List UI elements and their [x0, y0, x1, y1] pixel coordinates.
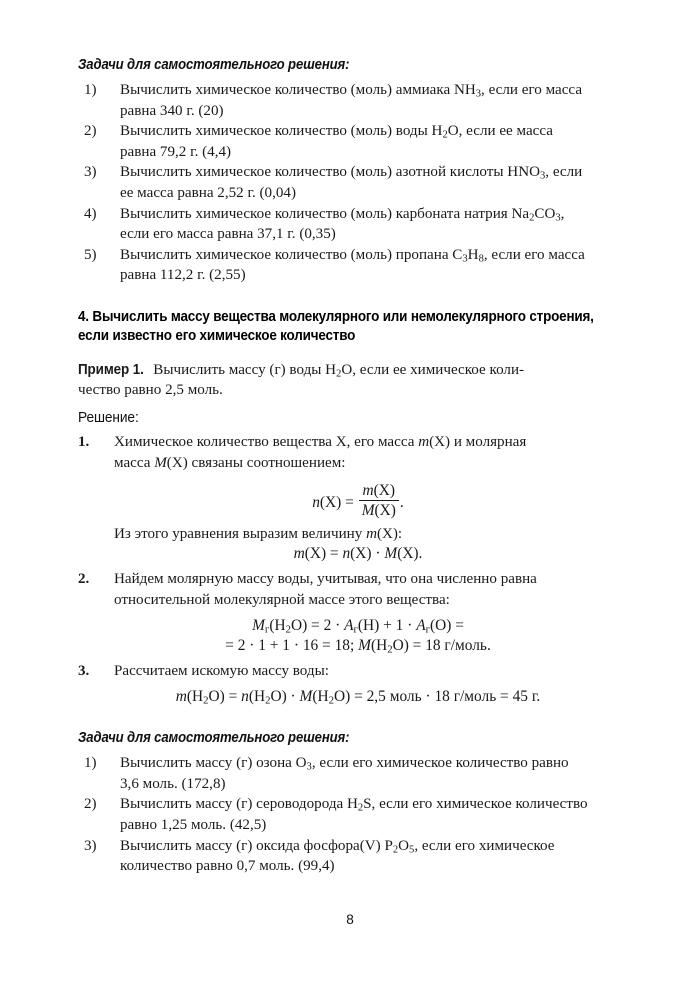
math-arg: (X)	[373, 481, 396, 499]
math-var: m	[366, 525, 377, 542]
math-arg: (X)	[374, 501, 396, 519]
list-marker: 3)	[84, 164, 97, 181]
math-var-M: M	[299, 688, 313, 706]
text-run: Вычислить массу (г) озона O	[120, 755, 307, 772]
text-run: если его масса равна 37,1 г. (0,35)	[120, 226, 336, 243]
list-item-text	[120, 123, 553, 160]
text-run: равна 340 г. (20)	[120, 102, 224, 119]
math-var-m: m	[293, 545, 305, 563]
section-4-heading-line-1: 4. Вычислить массу вещества молекулярного или немолекулярного строения,	[78, 308, 594, 325]
tasks-heading-bottom	[78, 729, 638, 747]
math-arg: (H) + 1 ·	[357, 617, 417, 635]
math-var-M: M	[384, 545, 398, 563]
step-marker: 1.	[78, 433, 90, 450]
solution-label-block	[78, 409, 638, 427]
list-marker: 3)	[84, 837, 97, 854]
formula-final-mass	[78, 687, 638, 707]
math-var-m: m	[362, 481, 374, 499]
spacer	[78, 474, 638, 482]
list-marker: 1)	[84, 82, 97, 98]
subscript-r: г	[264, 623, 270, 636]
math-var-n: n	[342, 545, 351, 563]
text-run: Вычислить массу (г) оксида фосфора(V) P	[120, 837, 393, 854]
text-run: S, если его химическое количество	[363, 796, 588, 813]
math-arg: $(H_2O) = 2,5$ моль · 18 г/моль = 45 г.	[312, 688, 541, 707]
example-label: Пример 1.	[78, 361, 144, 378]
math-period: .	[399, 493, 404, 511]
subscript-r: г	[353, 623, 358, 636]
tasks-list-bottom	[78, 753, 638, 877]
list-item-text	[120, 82, 582, 119]
list-marker: 4)	[84, 205, 97, 222]
text-run: O, если ее химическое коли-	[341, 361, 525, 378]
text-run: Вычислить массу (г) сероводорода H	[120, 796, 358, 813]
step-text: Рассчитаем искомую массу воды:	[114, 663, 329, 680]
text-run: (X) связаны соотношением:	[166, 454, 346, 471]
math-var-n: n	[312, 493, 320, 511]
subscript: 3	[555, 212, 561, 224]
subscript: 2	[529, 212, 535, 224]
text-run: , если его масса	[483, 246, 585, 263]
text-run: равна 79,2 г. (4,4)	[120, 143, 232, 160]
math-var-n: n	[241, 688, 249, 706]
math-var-M: M	[361, 501, 375, 519]
math-var-Mr: M	[252, 617, 265, 635]
subscript: 3	[475, 88, 482, 100]
list-item	[78, 162, 638, 203]
list-marker: 2)	[84, 796, 97, 813]
subscript: 3	[306, 761, 312, 773]
text-run: чество равно 2,5 моль.	[78, 382, 223, 399]
text-run: Вычислить химическое количество (моль) азотной кислоты HNO	[120, 164, 540, 181]
text-run: относительной молекулярной массе этого вещества:	[114, 592, 450, 609]
section-4-heading-line-2: если известно его химическое количество	[78, 328, 356, 345]
math-arg: (X).	[397, 545, 423, 563]
formula-m-equals-n-times-M-render	[78, 544, 638, 564]
text-run: , если	[545, 164, 583, 181]
subscript-r: г	[425, 623, 431, 636]
text-run: масса	[114, 454, 155, 471]
spacer	[78, 707, 638, 729]
list-item	[78, 204, 638, 245]
list-item-text	[120, 206, 564, 243]
math-var: m	[418, 433, 430, 450]
list-item	[78, 836, 638, 877]
list-item-text	[120, 796, 588, 833]
list-marker: 5)	[84, 246, 97, 263]
text-run: Из этого уравнения выразим величину	[114, 525, 367, 542]
solution-step	[78, 661, 638, 682]
text-run: , если его масса	[481, 82, 583, 98]
text-run: равно 1,25 моль. (42,5)	[120, 816, 267, 833]
list-item-text	[120, 755, 569, 792]
list-item-text	[120, 247, 585, 284]
text-run: , если его химическое количество равно	[311, 755, 569, 772]
math-equals: =	[345, 493, 354, 511]
spacer	[78, 286, 638, 308]
math-arg: $(H_2O)$ =	[186, 688, 242, 707]
solution-step	[78, 432, 638, 474]
subscript: 3	[462, 253, 468, 265]
text-run: 3,6 моль. (172,8)	[120, 775, 226, 792]
text-run: Найдем молярную массу воды, учитывая, что она численно равна	[114, 571, 537, 588]
text-run: H	[467, 246, 479, 263]
subscript: 2	[357, 802, 364, 814]
formula-Mr-H2O-line1	[78, 616, 638, 636]
text-run: (X):	[376, 525, 403, 542]
example-paragraph	[78, 360, 638, 401]
fraction-denominator	[359, 501, 399, 519]
subscript: 2	[392, 844, 399, 856]
math-arg: $(H_2O)$ ·	[248, 688, 300, 707]
list-item	[78, 121, 638, 162]
solution-step	[78, 569, 638, 611]
text-run: Вычислить химическое количество (моль) пропана C	[120, 246, 463, 263]
formula-Mr-H2O-line2	[78, 636, 638, 656]
list-item	[78, 794, 638, 835]
text-run: O, если ее масса	[447, 123, 553, 140]
subscript: 8	[478, 253, 484, 265]
math-arg: $(H_2O) = 18$ г/моль.	[370, 637, 491, 656]
tasks-heading-bottom-text: Задачи для самостоятельного решения:	[78, 730, 350, 747]
spacer	[78, 347, 638, 360]
page-number: 8	[346, 912, 354, 927]
tasks-list-top	[78, 80, 638, 286]
text-run: Вычислить массу (г) воды H	[149, 361, 337, 378]
subscript: 2	[442, 129, 448, 141]
text-run: количество равно 0,7 моль. (99,4)	[120, 858, 335, 875]
list-marker: 1)	[84, 755, 97, 772]
text-run: (X) и молярная	[429, 433, 527, 450]
step-text	[114, 571, 537, 608]
section-4-heading	[78, 308, 638, 347]
math-var-m: m	[175, 688, 187, 706]
list-item-text	[120, 164, 582, 201]
math-arg: (X) ·	[350, 545, 385, 563]
text-run: , если его химическое	[414, 837, 555, 854]
text-run: CO	[534, 205, 556, 222]
fraction	[359, 482, 399, 519]
subscript: 2	[336, 368, 342, 380]
spacer	[78, 401, 638, 409]
math-arg: (X) =	[304, 545, 343, 563]
text-run: ее масса равна 2,52 г. (0,04)	[120, 184, 296, 201]
tasks-heading-top-text: Задачи для самостоятельного решения:	[78, 57, 350, 73]
solution-label: Решение:	[78, 409, 139, 426]
step-text	[114, 434, 526, 471]
solution-steps	[78, 432, 638, 474]
math-arg: (X)	[319, 493, 342, 511]
math-var-Ar: A	[344, 617, 354, 635]
tasks-heading-top	[78, 56, 638, 74]
solution-steps-3	[78, 661, 638, 682]
list-item	[78, 80, 638, 121]
math-arg: $(H_2O) = 2$ ·	[269, 617, 345, 636]
subscript: 3	[540, 170, 546, 182]
step-marker: 3.	[78, 663, 90, 680]
list-item-text	[120, 838, 554, 875]
text-run: равна 112,2 г. (2,55)	[120, 267, 246, 284]
list-marker: 2)	[84, 123, 97, 140]
solution-steps-2	[78, 569, 638, 611]
list-item	[78, 753, 638, 794]
list-item	[78, 245, 638, 286]
bridge-sentence	[78, 524, 638, 544]
fraction-numerator	[359, 482, 399, 501]
text-run: Вычислить химическое количество (моль) карбоната натрия Na	[120, 205, 530, 222]
text-run: O	[398, 837, 410, 854]
text-run: ,	[560, 205, 565, 222]
text-run: Вычислить химическое количество (моль) аммиака NH	[120, 82, 476, 98]
text-run: Вычислить химическое количество (моль) воды H	[120, 123, 443, 140]
math-arg: (O) =	[430, 617, 464, 635]
math-var: M	[154, 454, 167, 471]
step-marker: 2.	[78, 571, 90, 588]
math-var-M: M	[358, 637, 371, 655]
math-arg: = 2 · 1 + 1 · 16 = 18;	[225, 637, 359, 655]
formula-n-equals-m-over-M	[78, 482, 638, 519]
math-var-Ar: A	[416, 617, 426, 635]
text-run: Химическое количество вещества X, его масса	[114, 433, 419, 450]
subscript: 5	[409, 844, 415, 856]
